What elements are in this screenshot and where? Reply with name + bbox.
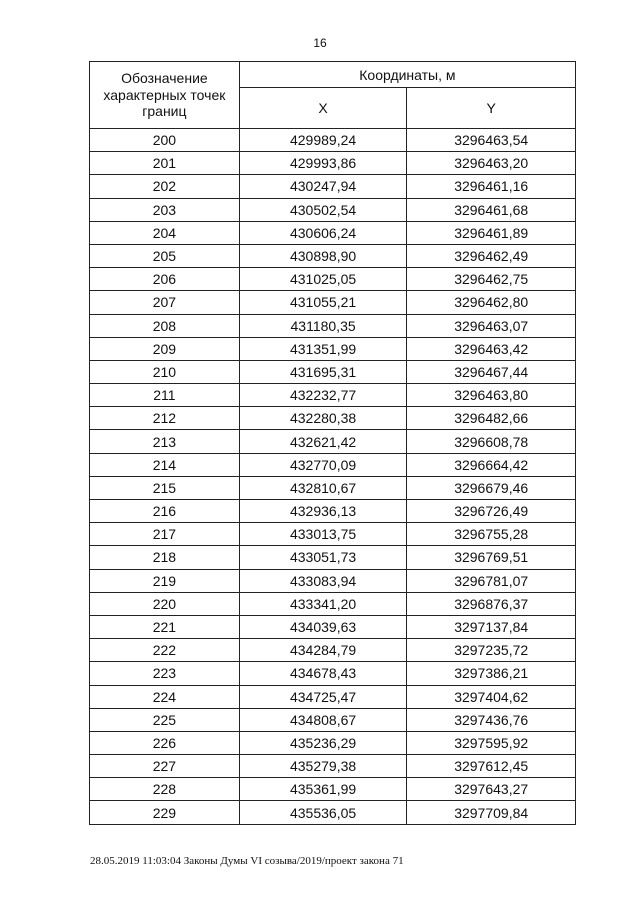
table-row: [90, 453, 576, 476]
y-coordinate-cell: 3296463,20: [407, 152, 576, 175]
y-header: Y: [407, 88, 576, 129]
y-coordinate-cell: 3297386,21: [407, 662, 576, 685]
point-id-cell: 213: [90, 430, 240, 453]
coordinates-header: Координаты, м: [239, 62, 575, 88]
point-id-cell: 206: [90, 268, 240, 291]
x-coordinate-cell: 434808,67: [239, 708, 407, 731]
y-coordinate-cell: 3297709,84: [407, 801, 576, 824]
point-id-cell: 225: [90, 708, 240, 731]
table-row: [90, 337, 576, 360]
table-row: [90, 639, 576, 662]
y-coordinate-cell: 3296755,28: [407, 523, 576, 546]
x-coordinate-cell: 434039,63: [239, 615, 407, 638]
table-row: [90, 129, 576, 152]
x-coordinate-cell: 431025,05: [239, 268, 407, 291]
point-id-cell: 222: [90, 639, 240, 662]
table-body: [90, 129, 576, 825]
table-row: [90, 476, 576, 499]
y-coordinate-cell: 3296463,54: [407, 129, 576, 152]
table-row: [90, 152, 576, 175]
table-row: [90, 268, 576, 291]
x-header: X: [239, 88, 407, 129]
table-row: [90, 198, 576, 221]
y-coordinate-cell: 3297235,72: [407, 639, 576, 662]
table-row: [90, 731, 576, 754]
x-coordinate-cell: 432280,38: [239, 407, 407, 430]
point-id-cell: 210: [90, 360, 240, 383]
table-row: [90, 523, 576, 546]
y-coordinate-cell: 3296781,07: [407, 569, 576, 592]
table-row: [90, 662, 576, 685]
x-coordinate-cell: 432810,67: [239, 476, 407, 499]
point-id-cell: 214: [90, 453, 240, 476]
point-id-cell: 212: [90, 407, 240, 430]
table-row: [90, 407, 576, 430]
y-coordinate-cell: 3296608,78: [407, 430, 576, 453]
point-id-cell: 209: [90, 337, 240, 360]
point-id-cell: 221: [90, 615, 240, 638]
point-id-cell: 215: [90, 476, 240, 499]
point-id-cell: 204: [90, 221, 240, 244]
point-id-cell: 228: [90, 778, 240, 801]
table-row: [90, 615, 576, 638]
point-id-cell: 201: [90, 152, 240, 175]
page-number: 16: [313, 36, 327, 50]
x-coordinate-cell: 431180,35: [239, 314, 407, 337]
point-id-cell: 208: [90, 314, 240, 337]
x-coordinate-cell: 432621,42: [239, 430, 407, 453]
x-coordinate-cell: 431055,21: [239, 291, 407, 314]
x-coordinate-cell: 433341,20: [239, 592, 407, 615]
y-coordinate-cell: 3296462,75: [407, 268, 576, 291]
y-coordinate-cell: 3296461,16: [407, 175, 576, 198]
table-row: [90, 244, 576, 267]
table-row: [90, 430, 576, 453]
x-coordinate-cell: 431695,31: [239, 360, 407, 383]
y-coordinate-cell: 3296461,89: [407, 221, 576, 244]
point-id-cell: 218: [90, 546, 240, 569]
coordinates-table: [89, 61, 576, 825]
y-coordinate-cell: 3296461,68: [407, 198, 576, 221]
table-row: [90, 221, 576, 244]
x-coordinate-cell: 435361,99: [239, 778, 407, 801]
point-id-cell: 227: [90, 755, 240, 778]
y-coordinate-cell: 3297137,84: [407, 615, 576, 638]
x-coordinate-cell: 430502,54: [239, 198, 407, 221]
x-coordinate-cell: 429993,86: [239, 152, 407, 175]
x-coordinate-cell: 430606,24: [239, 221, 407, 244]
x-coordinate-cell: 430898,90: [239, 244, 407, 267]
table-row: [90, 291, 576, 314]
x-coordinate-cell: 432936,13: [239, 500, 407, 523]
table-row: [90, 778, 576, 801]
y-coordinate-cell: 3296463,80: [407, 384, 576, 407]
table-header: [90, 62, 576, 129]
x-coordinate-cell: 429989,24: [239, 129, 407, 152]
y-coordinate-cell: 3296664,42: [407, 453, 576, 476]
x-coordinate-cell: 431351,99: [239, 337, 407, 360]
x-coordinate-cell: 435536,05: [239, 801, 407, 824]
table-row: [90, 708, 576, 731]
x-coordinate-cell: 434284,79: [239, 639, 407, 662]
point-id-cell: 202: [90, 175, 240, 198]
y-coordinate-cell: 3297595,92: [407, 731, 576, 754]
y-coordinate-cell: 3297612,45: [407, 755, 576, 778]
y-coordinate-cell: 3296876,37: [407, 592, 576, 615]
y-coordinate-cell: 3296679,46: [407, 476, 576, 499]
table-row: [90, 569, 576, 592]
point-id-cell: 217: [90, 523, 240, 546]
y-coordinate-cell: 3296463,07: [407, 314, 576, 337]
x-coordinate-cell: 433013,75: [239, 523, 407, 546]
y-coordinate-cell: 3296463,42: [407, 337, 576, 360]
table-row: [90, 755, 576, 778]
point-id-cell: 229: [90, 801, 240, 824]
y-coordinate-cell: 3296462,80: [407, 291, 576, 314]
point-id-cell: 216: [90, 500, 240, 523]
point-id-cell: 207: [90, 291, 240, 314]
x-coordinate-cell: 433083,94: [239, 569, 407, 592]
x-coordinate-cell: 434725,47: [239, 685, 407, 708]
y-coordinate-cell: 3297404,62: [407, 685, 576, 708]
y-coordinate-cell: 3296462,49: [407, 244, 576, 267]
x-coordinate-cell: 430247,94: [239, 175, 407, 198]
x-coordinate-cell: 435236,29: [239, 731, 407, 754]
footer-text: 28.05.2019 11:03:04 Законы Думы VI созыва/2019/проект закона 71: [90, 855, 404, 867]
point-id-cell: 220: [90, 592, 240, 615]
point-id-cell: 200: [90, 129, 240, 152]
y-coordinate-cell: 3296467,44: [407, 360, 576, 383]
point-id-cell: 226: [90, 731, 240, 754]
table-row: [90, 592, 576, 615]
table-row: [90, 801, 576, 824]
table-row: [90, 384, 576, 407]
table-row: [90, 546, 576, 569]
y-coordinate-cell: 3297643,27: [407, 778, 576, 801]
point-id-cell: 205: [90, 244, 240, 267]
x-coordinate-cell: 433051,73: [239, 546, 407, 569]
table-row: [90, 314, 576, 337]
table-row: [90, 360, 576, 383]
x-coordinate-cell: 432770,09: [239, 453, 407, 476]
y-coordinate-cell: 3296482,66: [407, 407, 576, 430]
point-id-cell: 219: [90, 569, 240, 592]
y-coordinate-cell: 3296726,49: [407, 500, 576, 523]
point-id-cell: 223: [90, 662, 240, 685]
table-row: [90, 175, 576, 198]
x-coordinate-cell: 432232,77: [239, 384, 407, 407]
y-coordinate-cell: 3296769,51: [407, 546, 576, 569]
y-coordinate-cell: 3297436,76: [407, 708, 576, 731]
point-id-cell: 203: [90, 198, 240, 221]
designation-header: Обозначение характерных точек границ: [90, 62, 240, 129]
point-id-cell: 211: [90, 384, 240, 407]
point-id-cell: 224: [90, 685, 240, 708]
table-row: [90, 685, 576, 708]
x-coordinate-cell: 434678,43: [239, 662, 407, 685]
x-coordinate-cell: 435279,38: [239, 755, 407, 778]
table-row: [90, 500, 576, 523]
